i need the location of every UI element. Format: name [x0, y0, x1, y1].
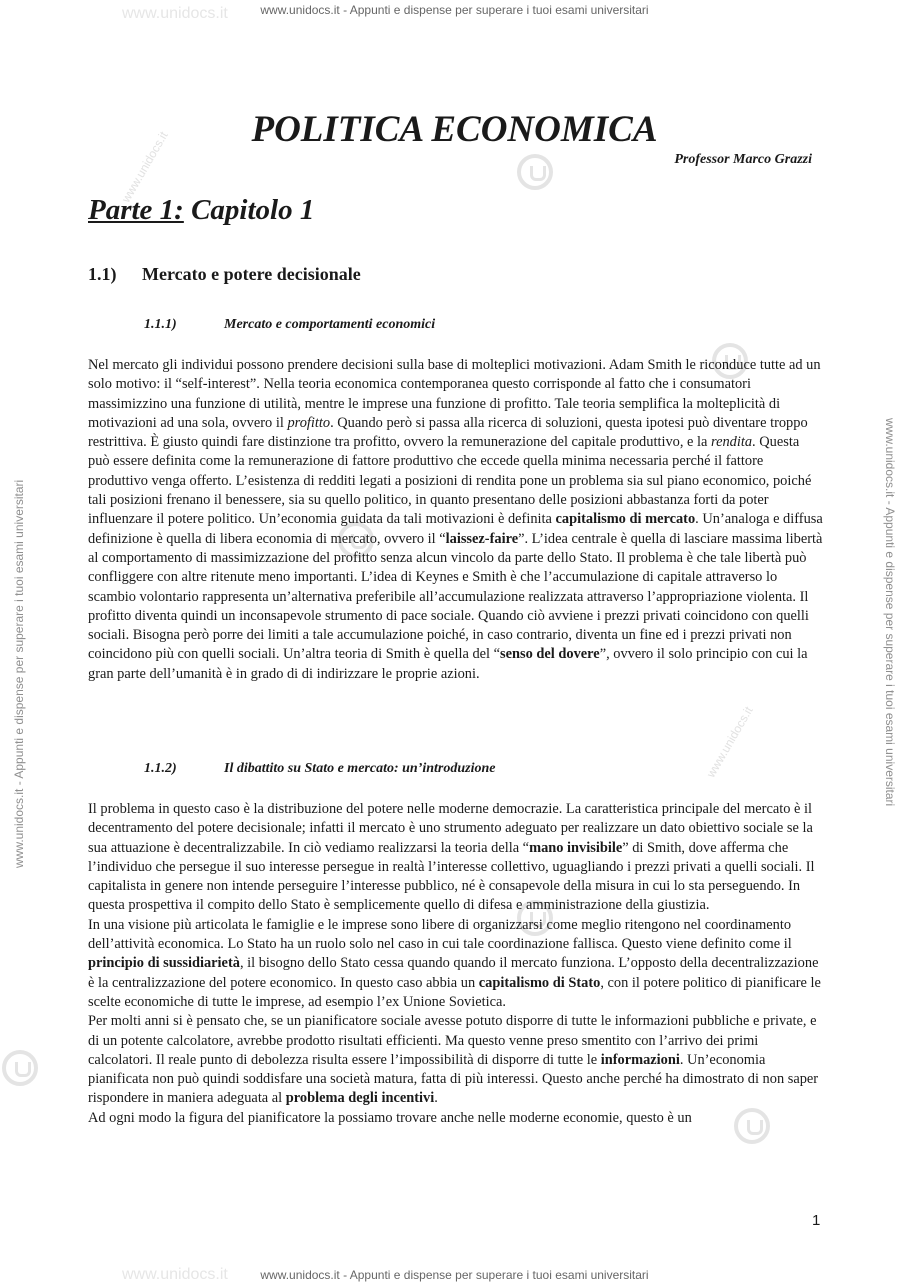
watermark-diagonal-text: www.unidocs.it	[118, 129, 171, 205]
text-run: . Un’economia pianificata non può quindi soddisfare una società matura, fatta di più interessi. Questo anche perché ha dimostrato di non saper rispondere in maniera adeguata al	[88, 1051, 819, 1107]
text-run: .	[434, 1090, 438, 1107]
text-run: ”, ovvero il solo principio con cui la gran parte dell’umanità è in grado di di indirizzare le proprie azioni.	[88, 646, 808, 682]
subsection-heading	[144, 761, 496, 777]
bold-term: mano invisibile	[529, 839, 623, 856]
body-paragraph	[88, 356, 823, 684]
text-run: , il bisogno dello Stato cessa quando quando il mercato funziona. L’opposto della decentralizzazione è la centralizzazione del potere economico. In questo caso abbia un	[88, 955, 819, 991]
paragraph	[88, 800, 823, 916]
paragraph	[88, 1109, 823, 1128]
bold-term: laissez-faire	[445, 530, 519, 547]
bold-term: capitalismo di mercato	[555, 511, 696, 528]
italic-term: profitto	[287, 414, 331, 431]
bold-term: senso del dovere	[500, 646, 600, 663]
author-name: Professor Marco Grazzi	[674, 152, 812, 167]
subsection-number: 1.1.1)	[144, 317, 177, 332]
section-title: Mercato e potere decisionale	[142, 264, 361, 284]
text-run: . Un’analoga e diffusa definizione è quella di libera economia di mercato, ovvero il “	[88, 511, 823, 547]
watermark-side-right: www.unidocs.it - Appunti e dispense per superare i tuoi esami universitari	[883, 418, 897, 807]
watermark-logo-icon	[2, 1050, 38, 1086]
text-run: Il problema in questo caso è la distribuzione del potere nelle moderne democrazie. La caratteristica principale del mercato è il decentramento del potere decisionale; infatti il mercato è uno strumento adeguato per realizzare un dato obiettivo sociale se la sua attuazione è decentralizzabile. In ciò vediamo realizzarsi la teoria della “	[88, 801, 813, 856]
text-run: ”. L’idea centrale è quella di lasciare massima libertà al comportamento di massimizzazione del profitto senza alcun vincolo da parte dello Stato. Il problema è che tale libertà può confliggere con altre ritenute meno importanti. L’idea di Keynes e Smith è che l’accumulazione di capitale attraverso lo scambio volontario rappresenta un’alternativa preferibile all’accumulazione realizzata attraverso l’appropriazione violenta. Il profitto diventa quindi un inconsapevole strumento di pace sociale. Quando ciò avviene i prezzi privati coincidono con quelli sociali. Bisogna però porre dei limiti a tale accumulazione poiché, in caso contrario, diventa un fine ed i prezzi privati non coincidono più con quelli sociali. Un’altra teoria di Smith è quella del “	[88, 530, 823, 663]
paragraph	[88, 916, 823, 1012]
paragraph	[88, 1012, 823, 1108]
watermark-ghost-top: www.unidocs.it	[122, 5, 228, 22]
watermark-logo-icon	[517, 154, 553, 190]
watermark-diagonal-text: www.unidocs.it	[703, 704, 756, 780]
page-number: 1	[812, 1212, 821, 1229]
bold-term: problema degli incentivi	[285, 1090, 435, 1107]
subsection-number: 1.1.2)	[144, 761, 177, 776]
text-run: . Quando però si passa alla ricerca di soluzioni, questa ipotesi può diventare troppo restrittiva. È giusto quindi fare distinzione tra profitto, ovvero la remunerazione del capitale produttivo, e la	[88, 414, 808, 451]
watermark-banner-top: www.unidocs.it - Appunti e dispense per superare i tuoi esami universitari	[260, 3, 649, 17]
subsection-heading	[144, 317, 435, 333]
document-title: POLITICA ECONOMICA	[251, 109, 658, 150]
subsection-title: Il dibattito su Stato e mercato: un’introduzione	[224, 761, 496, 776]
italic-term: rendita	[711, 434, 753, 451]
text-run: In una visione più articolata le famiglie e le imprese sono libere di organizzarsi come meglio ritengono nel coordinamento dell’attività economica. Lo Stato ha un ruolo solo nel caso in cui tale coordinazione fallisca. Questo viene definito come il	[88, 916, 792, 953]
section-number: 1.1)	[88, 264, 117, 284]
section-heading	[88, 264, 361, 285]
text-run: . Questa può essere definita come la remunerazione di fattore produttivo che eccede quella minima necessaria perché il fattore produttivo venga offerto. L’esistenza di redditi legati a posizioni di rendita pone un problema sia sul piano economico, poiché tali posizioni frenano il benessere, sia su quello politico, in quanto presentano delle posizioni abbastanza forti da poter influenzare il potere politico. Un’economia guidata da tali motivazioni è definita	[88, 434, 812, 528]
subsection-title: Mercato e comportamenti economici	[224, 317, 436, 332]
body-text-block	[88, 800, 823, 1128]
part-heading	[88, 194, 314, 227]
chapter-label: Capitolo 1	[191, 194, 315, 226]
bold-term: principio di sussidiarietà	[88, 955, 240, 972]
watermark-side-left: www.unidocs.it - Appunti e dispense per superare i tuoi esami universitari	[12, 479, 26, 868]
watermark-banner-bottom: www.unidocs.it - Appunti e dispense per superare i tuoi esami universitari	[260, 1268, 649, 1282]
text-run: , con il potere politico di pianificare le scelte economiche di tutte le imprese, ad esempio l’ex Unione Sovietica.	[88, 974, 821, 1010]
watermark-ghost-bottom: www.unidocs.it	[122, 1266, 228, 1283]
text-run: Per molti anni si è pensato che, se un pianificatore sociale avesse potuto disporre di tutte le informazioni pubbliche e private, e di un potente calcolatore, avrebbe prodotto risultati efficienti. Ma questo venne preso smentito con l’arrivo dei primi calcolatori. Il reale punto di debolezza risulta essere l’impossibilità di disporre di tutte le	[88, 1013, 817, 1068]
text-run: Nel mercato gli individui possono prendere decisioni sulla base di molteplici motivazioni. Adam Smith le riconduce tutte ad un solo motivo: il “self-interest”. Nella teoria economica contemporanea questo corrisponde al fatto che i consumatori massimizzino una funzione di utilità, mentre le imprese una funzione di profitto. Tale teoria semplifica la molteplicità di motivazioni ad una sola, ovvero il	[88, 357, 821, 431]
part-label: Parte 1:	[88, 194, 184, 226]
bold-term: informazioni	[600, 1051, 680, 1068]
bold-term: capitalismo di Stato	[478, 974, 601, 991]
text-run: ” di Smith, dove afferma che l’individuo che persegue il suo interesse persegue in realtà l’interesse collettivo, uguagliando i prezzi privati a quelli sociali. Il capitalista in genere non intende perseguire l’interesse pubblico, né è consapevole della misura in cui lo sta perseguendo. In questa prospettiva il compito dello Stato è semplicemente quello di difesa e amministrazione della giustizia.	[88, 839, 815, 914]
text-run: Ad ogni modo la figura del pianificatore la possiamo trovare anche nelle moderne economie, questo è un	[88, 1109, 692, 1126]
paragraph	[88, 356, 823, 684]
